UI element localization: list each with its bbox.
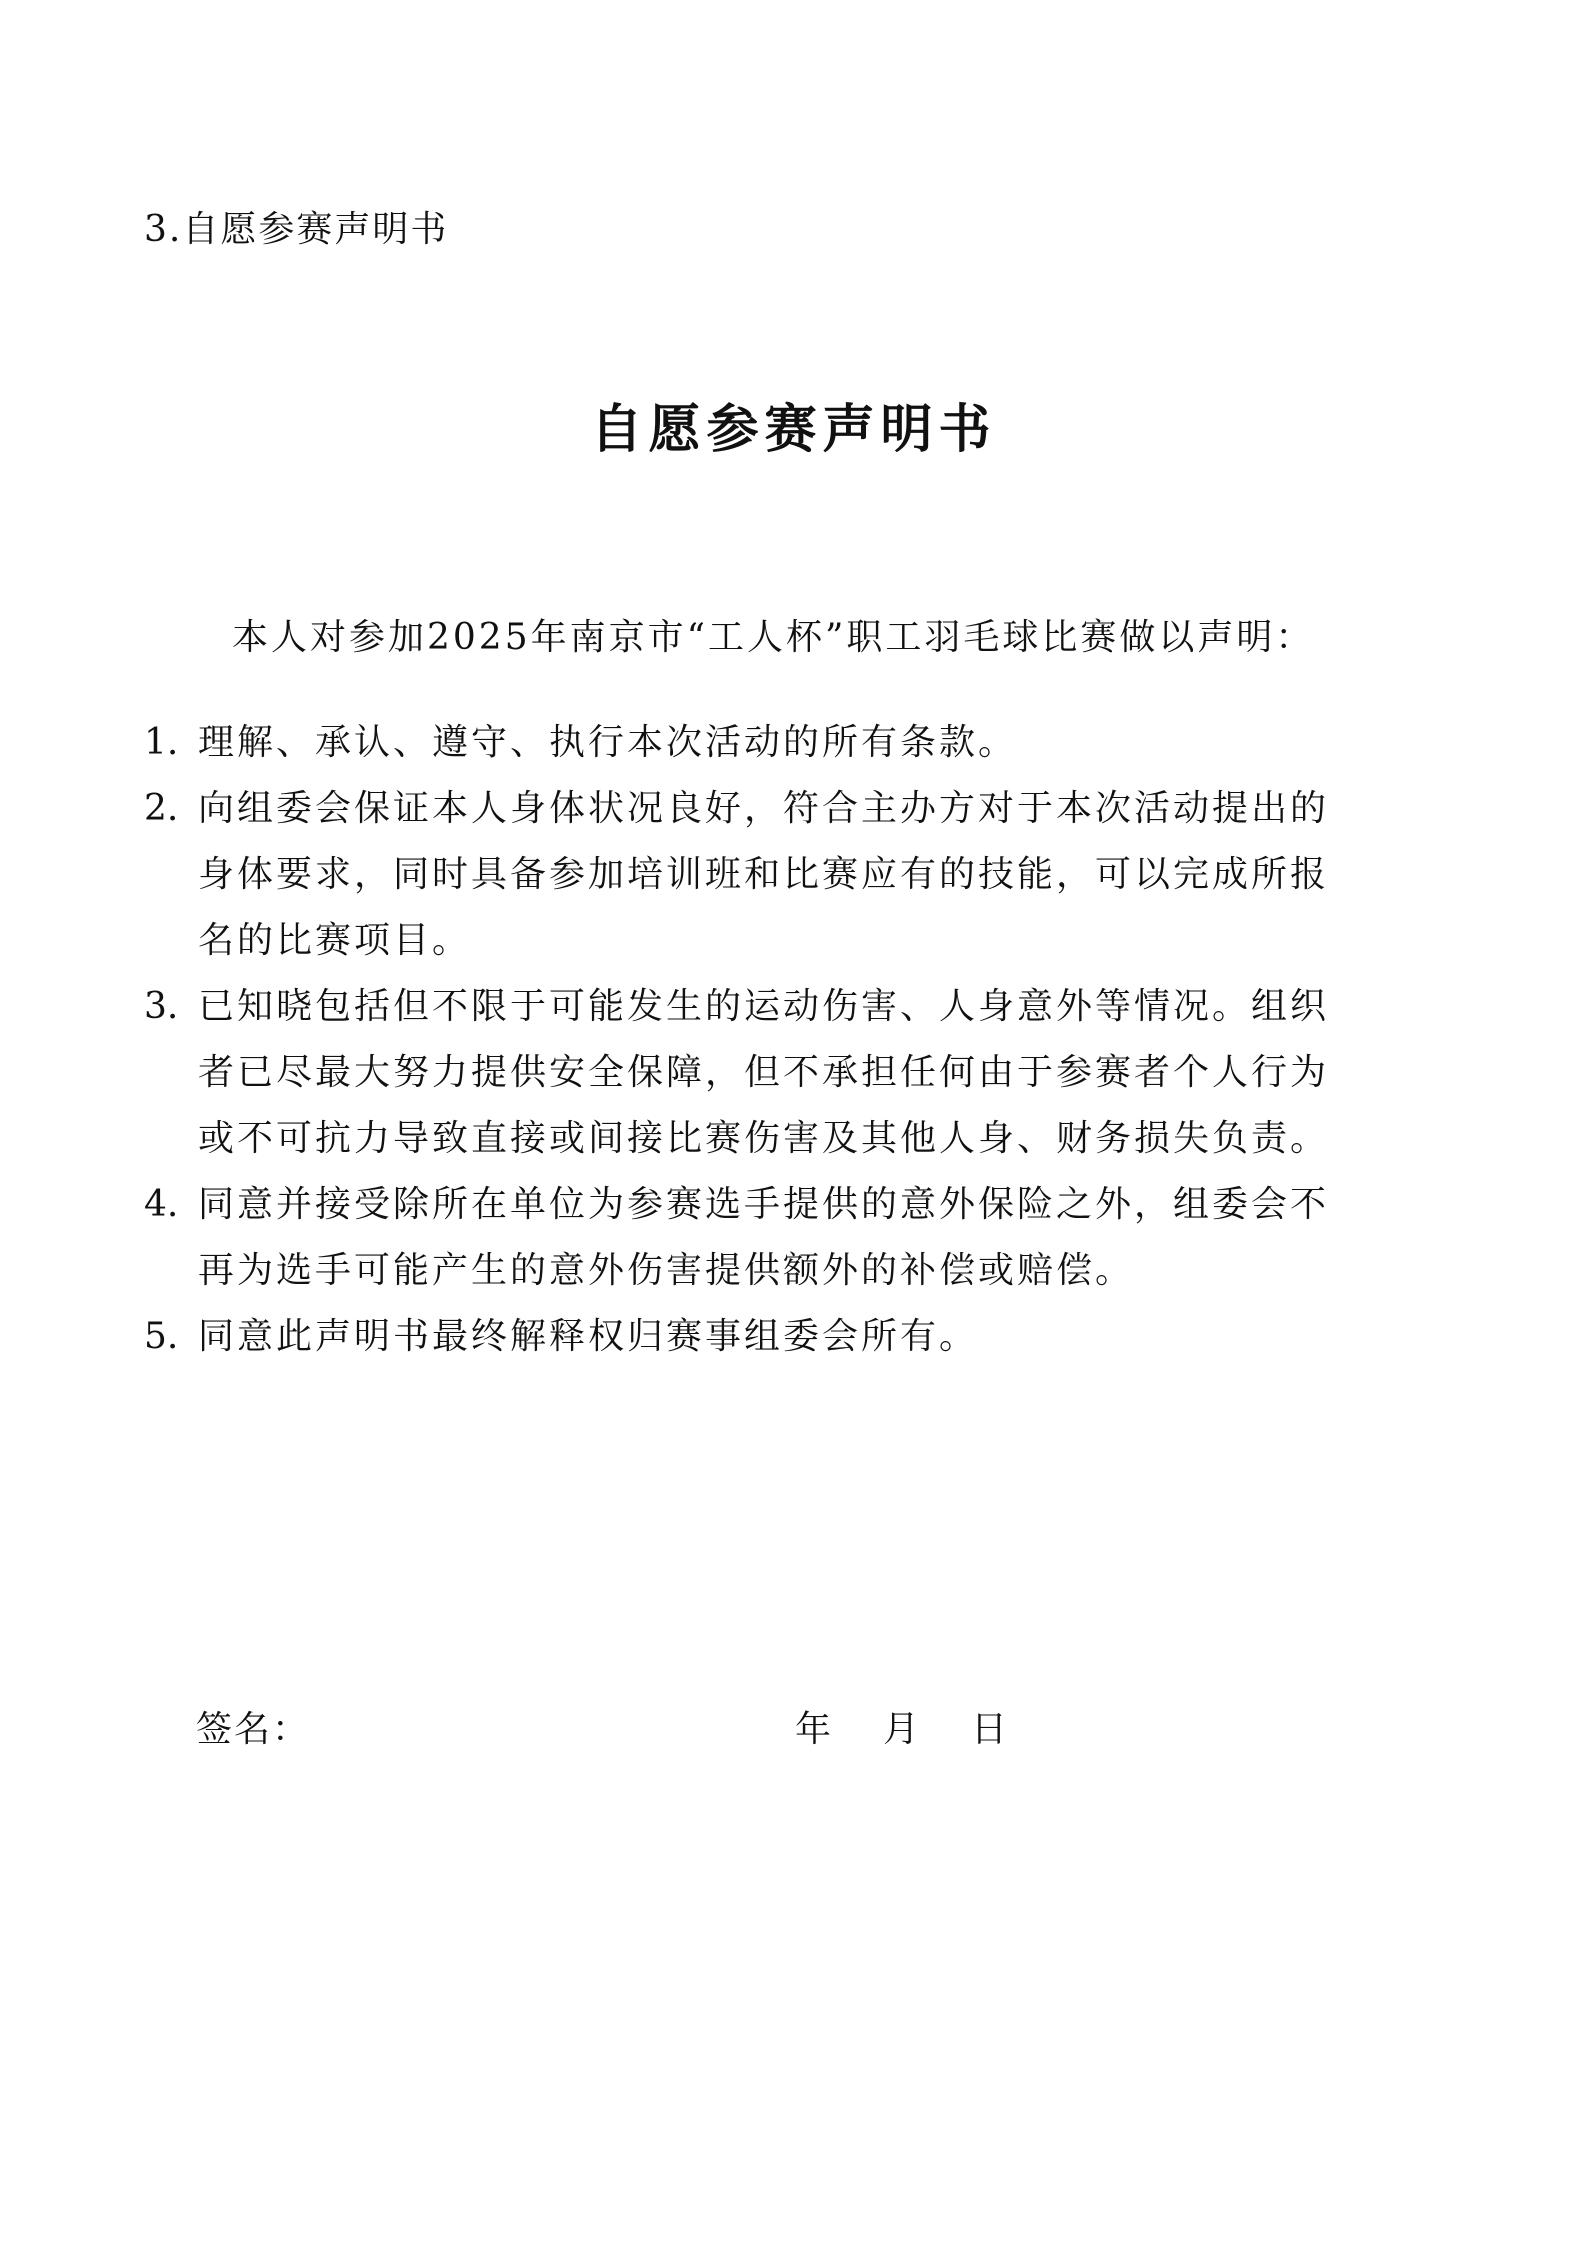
clause-line: 或不可抗力导致直接或间接比赛伤害及其他人身、财务损失负责。 xyxy=(198,1118,1330,1159)
attachment-label: 3.自愿参赛声明书 xyxy=(144,209,449,250)
clause-number: 2. xyxy=(144,788,179,829)
clause-number: 1. xyxy=(144,722,179,763)
clause-line: 向组委会保证本人身体状况良好，符合主办方对于本次活动提出的 xyxy=(198,788,1330,829)
intro-paragraph: 本人对参加2025年南京市“工人杯”职工羽毛球比赛做以声明： xyxy=(232,617,1315,658)
clause-3 xyxy=(144,974,1444,1172)
date-row xyxy=(795,1700,1021,1760)
clause-line: 同意并接受除所在单位为参赛选手提供的意外保险之外，组委会不 xyxy=(198,1184,1330,1225)
clause-line: 者已尽最大努力提供安全保障，但不承担任何由于参赛者个人行为 xyxy=(198,1052,1330,1093)
clause-list xyxy=(144,710,1444,1370)
clause-2 xyxy=(144,776,1444,974)
signature-label: 签名： xyxy=(196,1709,311,1750)
clause-4 xyxy=(144,1172,1444,1304)
clause-number: 4. xyxy=(144,1184,179,1225)
date-day-label: 日 xyxy=(971,1709,1008,1750)
clause-line: 名的比赛项目。 xyxy=(198,920,472,961)
clause-number: 3. xyxy=(144,986,179,1027)
clause-5 xyxy=(144,1304,1444,1370)
clause-line: 再为选手可能产生的意外伤害提供额外的补偿或赔偿。 xyxy=(198,1250,1135,1291)
document-title: 自愿参赛声明书 xyxy=(590,399,997,460)
clause-line: 同意此声明书最终解释权归赛事组委会所有。 xyxy=(198,1316,979,1357)
clause-number: 5. xyxy=(144,1316,179,1357)
clause-line: 身体要求，同时具备参加培训班和比赛应有的技能，可以完成所报 xyxy=(198,854,1330,895)
clause-line: 理解、承认、遵守、执行本次活动的所有条款。 xyxy=(198,722,1018,763)
clause-line: 已知晓包括但不限于可能发生的运动伤害、人身意外等情况。组织 xyxy=(198,986,1330,1027)
clause-1 xyxy=(144,710,1444,776)
date-month-label: 月 xyxy=(883,1709,920,1750)
date-year-label: 年 xyxy=(795,1709,832,1750)
